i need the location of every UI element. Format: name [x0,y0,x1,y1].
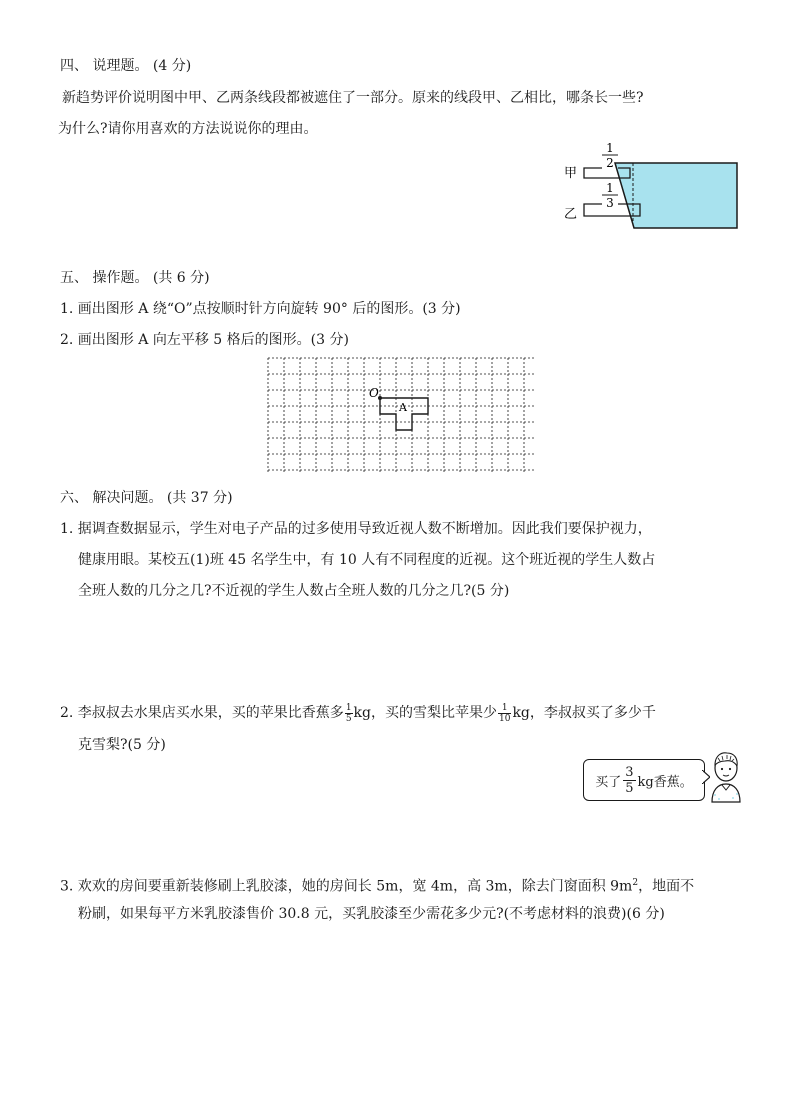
segment-comparison-figure [560,140,742,235]
q3-line2: 粉刷，如果每平方米乳胶漆售价 30.8 元，买乳胶漆至少需花多少元?(不考虑材料的浪费)(6 分) [78,906,665,922]
label-yi: 乙 [564,207,578,222]
bubble-fraction: $\frac{3}{5}$ [625,764,634,796]
frac-bottom-num: 1 [606,181,614,195]
section4-question-line1: 新趋势评价说明图中甲、乙两条线段都被遮住了一部分。原来的线段甲、乙相比，哪条长一些? [62,90,644,106]
q2-line2: 克雪梨?(5 分) [78,737,166,753]
q3-line1: 3. 欢欢的房间要重新装修刷上乳胶漆，她的房间长 5m，宽 4m，高 3m，除去门窗面积 $9m^2$，地面不 [60,878,695,895]
person-illustration [706,748,746,804]
dotted-grid-figure [262,354,536,474]
q2-frac-one-tenth: $\frac{1}{10}$ [499,702,511,724]
section6-heading: 六、 解决问题。 (共 37 分) [60,490,233,506]
frac-top-den: 2 [606,156,614,170]
grid-lines [268,358,536,474]
q1-line1: 1. 据调查数据显示，学生对电子产品的过多使用导致近视人数不断增加。因此我们要保护视力， [60,521,652,537]
frac-bottom-den: 3 [606,196,614,210]
frac-top-num: 1 [606,141,614,155]
q1-line2: 健康用眼。某校五(1)班 45 名学生中，有 10 人有不同程度的近视。这个班近视的学生人数占 [78,552,656,568]
section5-q2: 2. 画出图形 A 向左平移 5 格后的图形。(3 分) [60,332,349,348]
section4-question-line2: 为什么?请你用喜欢的方法说说你的理由。 [58,121,318,137]
speech-bubble: 买了 $\frac{3}{5}$ kg香蕉。 [583,759,705,801]
q2-line1 [60,700,656,726]
section4-heading: 四、 说理题。 (4 分) [60,58,192,74]
q1-line3: 全班人数的几分之几?不近视的学生人数占全班人数的几分之几?(5 分) [78,583,510,599]
label-jia: 甲 [564,166,578,181]
q2-text-b: kg，李叔叔买了多少千 [512,705,656,721]
q2-text-a: 2. 李叔叔去水果店买水果，买的苹果比香蕉多 [60,705,344,721]
section5-heading: 五、 操作题。 (共 6 分) [60,270,210,286]
q2-frac-one-fifth: $\frac{1}{5}$ [345,702,352,724]
section5-q1: 1. 画出图形 A 绕“O”点按顺时针方向旋转 90° 后的图形。(3 分) [60,301,461,317]
q2-text-unit1: kg，买的雪梨比苹果少 [353,705,497,721]
point-o-label: O [369,386,379,400]
shape-a-label: A [399,401,407,414]
